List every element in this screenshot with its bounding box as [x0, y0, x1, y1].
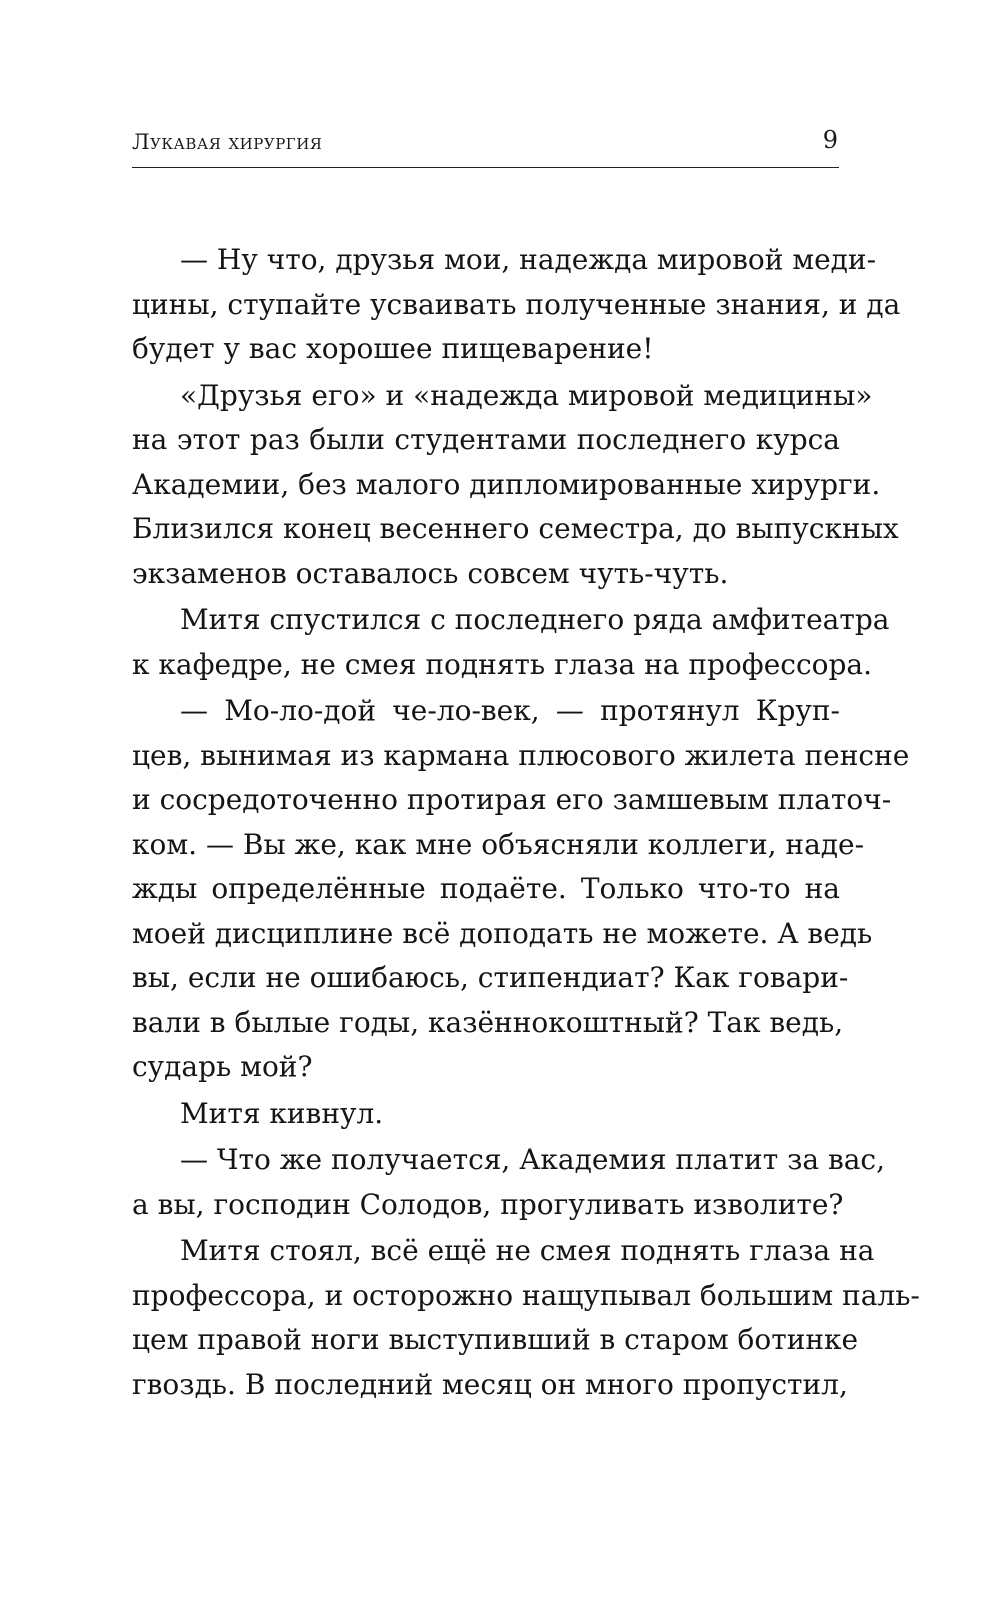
- text-line: к кафедре, не смея поднять глаза на профессора.: [132, 647, 873, 681]
- text-line: будет у вас хорошее пищеварение!: [132, 332, 654, 365]
- text-line: сударь мой?: [132, 1050, 313, 1083]
- text-line: ком. — Вы же, как мне объясняли коллеги, наде-: [132, 827, 865, 861]
- text-line: вали в былые годы, казённокоштный? Так ведь,: [132, 1005, 844, 1039]
- text-line: вы, если не ошибаюсь, стипендиат? Как говари-: [132, 961, 849, 994]
- text-line: моей дисциплине всё доподать не можете. А ведь: [132, 916, 873, 950]
- text-line: экзаменов оставалось совсем чуть-чуть.: [132, 556, 729, 590]
- text-line: гвоздь. В последний месяц он много пропустил,: [132, 1367, 848, 1401]
- text-line: и сосредоточенно протирая его замшевым платоч-: [132, 783, 892, 816]
- text-line: Близился конец весеннего семестра, до выпускных: [132, 512, 899, 545]
- text-line: Академии, без малого дипломированные хирурги.: [132, 467, 881, 501]
- text-line: Митя стоял, всё ещё не смея поднять глаза на: [180, 1234, 875, 1267]
- text-line: Митя спустился с последнего ряда амфитеатра: [180, 603, 890, 636]
- text-line: цины, ступайте усваивать полученные знания, и да: [132, 287, 901, 321]
- text-line: — Мо-ло-дой че-ло-век, — протянул Круп-: [180, 694, 840, 727]
- text-line: профессора, и осторожно нащупывал большим паль-: [132, 1278, 920, 1312]
- running-header: [132, 126, 838, 158]
- text-line: — Ну что, друзья мои, надежда мировой меди-: [180, 243, 877, 276]
- text-line: цем правой ноги выступивший в старом ботинке: [132, 1323, 859, 1356]
- body-text: [132, 238, 920, 1407]
- book-title: Лукавая хирургия: [132, 130, 323, 154]
- text-line: цев, вынимая из кармана плюсового жилета пенсне: [132, 738, 910, 772]
- text-line: а вы, господин Солодов, прогуливать изволите?: [132, 1187, 844, 1221]
- page-number: 9: [822, 126, 838, 154]
- text-line: Митя кивнул.: [180, 1096, 384, 1130]
- text-line: «Друзья его» и «надежда мировой медицины»: [180, 378, 873, 412]
- text-line: жды определённые подаёте. Только что-то на: [132, 872, 840, 905]
- text-line: на этот раз были студентами последнего курса: [132, 423, 840, 456]
- text-line: — Что же получается, Академия платит за вас,: [180, 1143, 886, 1176]
- header-rule: [132, 167, 839, 168]
